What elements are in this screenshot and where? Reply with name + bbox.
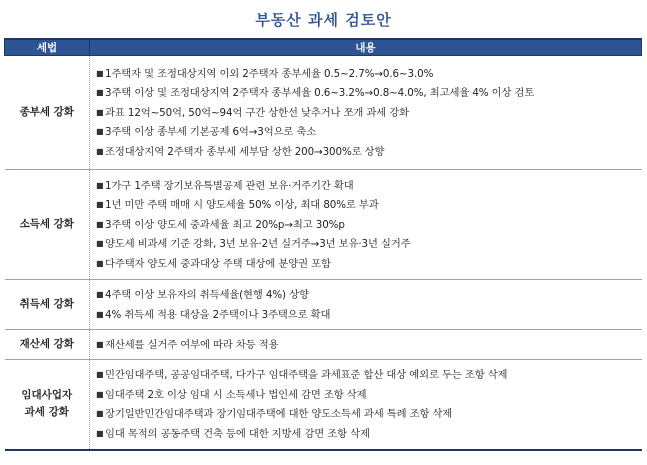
bullet-icon: ■ — [96, 146, 104, 156]
list-item — [96, 215, 642, 235]
category-label: 재산세 강화 — [19, 338, 74, 350]
page-title: 부동산 과세 검토안 — [255, 11, 392, 29]
item-text: 다주택자 양도세 중과대상 주택 대상에 분양권 포함 — [105, 257, 331, 270]
items-cell — [90, 56, 642, 170]
list-item — [96, 122, 642, 142]
item-text: 과표 12억~50억, 50억~94억 구간 상한선 낮추거나 쪼개 과세 강화 — [105, 106, 410, 119]
bullet-icon: ■ — [96, 68, 104, 78]
item-text: 임대주택 2호 이상 임대 시 소득세나 법인세 감면 조항 삭제 — [105, 388, 367, 401]
item-text: 3주택 이상 및 조정대상지역 2주택자 종부세율 0.6~3.2%→0.8~4.0%, 최고세율 4% 이상 검토 — [105, 87, 535, 100]
category-cell — [5, 360, 90, 450]
tax-table — [4, 38, 642, 451]
list-item — [96, 234, 642, 254]
item-list — [96, 365, 642, 443]
bullet-icon: ■ — [96, 258, 104, 268]
header-category: 세법 — [5, 39, 90, 56]
item-text: 장기일반민간임대주택과 장기임대주택에 대한 양도소득세 과세 특례 조항 삭제 — [105, 408, 453, 421]
table-row — [5, 170, 642, 280]
list-item — [96, 424, 642, 444]
bullet-icon: ■ — [96, 239, 104, 249]
item-text: 양도세 비과세 기준 강화, 3년 보유·2년 실거주→3년 보유·3년 실거주 — [105, 238, 411, 251]
list-item — [96, 64, 642, 84]
table-row — [5, 360, 642, 450]
bullet-icon: ■ — [96, 127, 104, 137]
table-row — [5, 56, 642, 170]
list-item — [96, 365, 642, 385]
item-text: 1가구 1주택 장기보유특별공제 관련 보유·거주기간 확대 — [105, 179, 354, 192]
bullet-icon: ■ — [96, 389, 104, 399]
bullet-icon: ■ — [96, 107, 104, 117]
bullet-icon: ■ — [96, 370, 104, 380]
list-item — [96, 305, 642, 325]
bullet-icon: ■ — [96, 428, 104, 438]
item-text: 3주택 이상 종부세 기본공제 6억→3억으로 축소 — [105, 126, 317, 139]
bullet-icon: ■ — [96, 309, 104, 319]
item-text: 4% 취득세 적용 대상을 2주택이나 3주택으로 확대 — [105, 308, 331, 321]
category-cell — [5, 330, 90, 360]
bullet-icon: ■ — [96, 339, 104, 349]
bullet-icon: ■ — [96, 409, 104, 419]
list-item — [96, 142, 642, 162]
item-text: 3주택 이상 양도세 중과세율 최고 20%p→최고 30%p — [105, 218, 345, 231]
bullet-icon: ■ — [96, 290, 104, 299]
item-list — [96, 285, 642, 324]
category-label-line: 임대사업자 — [21, 389, 73, 402]
item-text: 1주택자 및 조정대상지역 이외 2주택자 종부세율 0.5~2.7%→0.6~3.0% — [105, 67, 434, 80]
item-text: 민간임대주택, 공공임대주택, 다가구 임대주택을 과세표준 합산 대상 예외로 두는 조항 삭제 — [105, 369, 508, 382]
list-item — [96, 385, 642, 405]
bullet-icon: ■ — [96, 200, 104, 210]
category-cell — [5, 170, 90, 280]
table-row — [5, 280, 642, 330]
table-header-row — [5, 39, 642, 56]
list-item — [96, 285, 642, 305]
bullet-icon: ■ — [96, 219, 104, 229]
category-label: 취득세 강화 — [19, 298, 74, 310]
item-text: 4주택 이상 보유자의 취득세율(현행 4%) 상향 — [105, 289, 309, 301]
item-text: 1년 미만 주택 매매 시 양도세율 50% 이상, 최대 80%로 부과 — [105, 199, 379, 212]
list-item — [96, 176, 642, 196]
items-cell — [90, 360, 642, 450]
list-item — [96, 103, 642, 123]
bullet-icon: ■ — [96, 88, 104, 98]
list-item — [96, 404, 642, 424]
category-cell — [5, 56, 90, 170]
item-list — [96, 176, 642, 274]
items-cell — [90, 330, 642, 360]
item-text: 재산세를 실거주 여부에 따라 차등 적용 — [105, 338, 279, 351]
category-label: 종부세 강화 — [19, 106, 74, 118]
item-text: 조정대상지역 2주택자 종부세 세부담 상한 200→300%로 상향 — [105, 145, 385, 158]
category-cell — [5, 280, 90, 330]
bullet-icon: ■ — [96, 180, 104, 190]
list-item — [96, 335, 642, 355]
item-text: 임대 목적의 공동주택 건축 등에 대한 지방세 감면 조항 삭제 — [105, 427, 370, 440]
list-item — [96, 254, 642, 274]
item-list — [96, 64, 642, 162]
list-item — [96, 83, 642, 103]
header-content: 내용 — [90, 39, 642, 56]
list-item — [96, 195, 642, 215]
category-label: 소득세 강화 — [19, 218, 74, 230]
items-cell — [90, 170, 642, 280]
table-row — [5, 330, 642, 360]
items-cell — [90, 280, 642, 330]
item-list — [96, 335, 642, 355]
category-label-line: 과세 강화 — [24, 406, 69, 419]
